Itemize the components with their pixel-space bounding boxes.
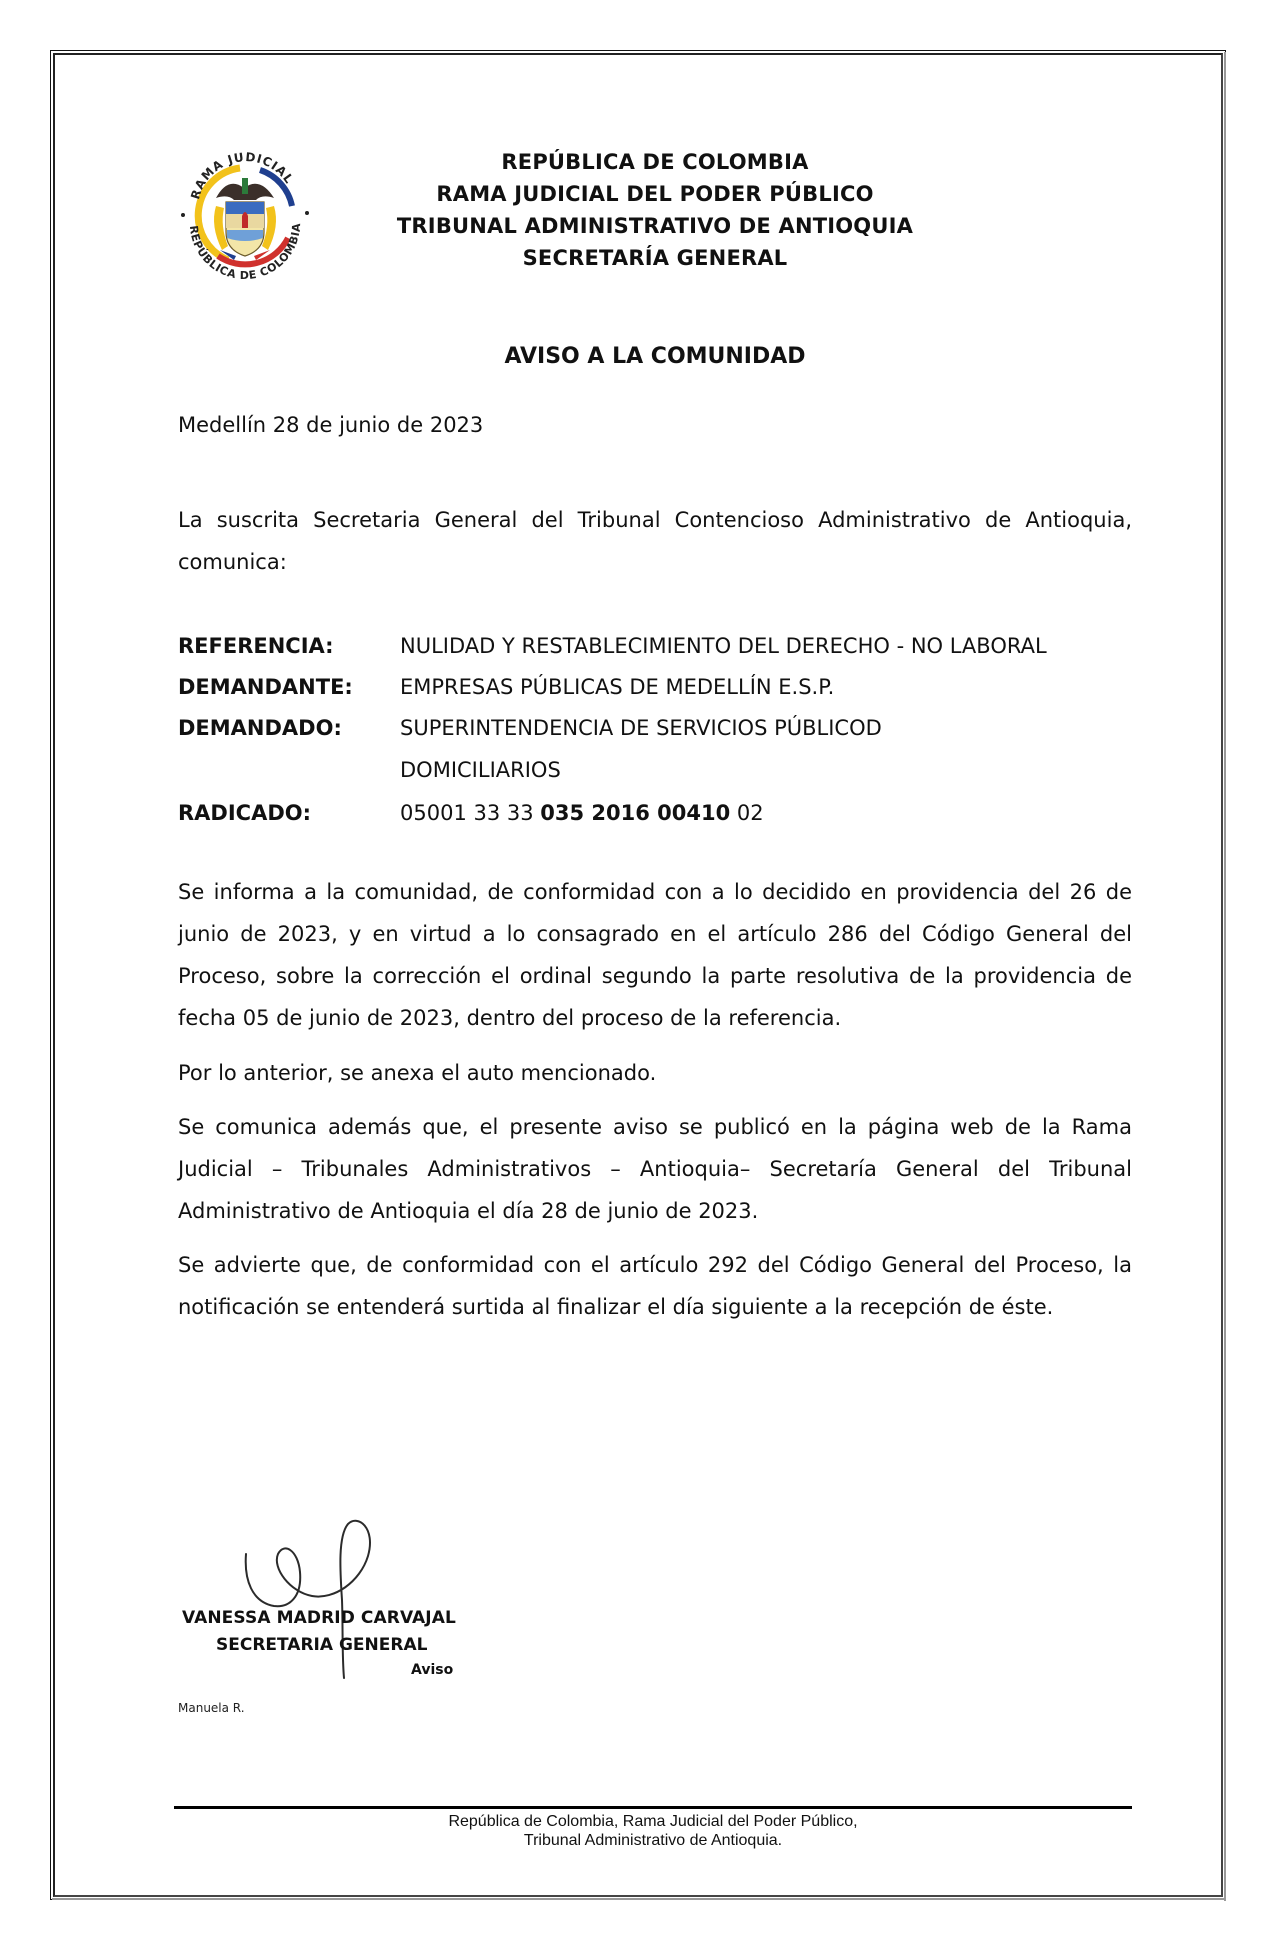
reference-label: REFERENCIA: [178,634,334,658]
header-line-country: REPÚBLICA DE COLOMBIA [501,150,809,174]
reference-value: EMPRESAS PÚBLICAS DE MEDELLÍN E.S.P. [400,675,835,699]
body-paragraph-2: Por lo anterior, se anexa el auto mencionado. [178,1061,657,1085]
svg-text:REPÚBLICA DE COLOMBIA: REPÚBLICA DE COLOMBIA [186,222,304,283]
intro-paragraph: La suscrita Secretaria General del Tribunal Contencioso Administrativo de Antioquia, comunica: [178,508,1132,574]
handwritten-signature-icon [230,1510,400,1690]
page-border-shadow-right [1224,52,1226,1901]
reference-value: SUPERINTENDENCIA DE SERVICIOS PÚBLICOD [400,716,882,740]
footer-divider [174,1806,1132,1809]
reference-row-referencia [178,625,1138,667]
footer-line-1: República de Colombia, Rama Judicial del Poder Público, [448,1813,858,1830]
page-border-shadow-bottom [52,1898,1226,1900]
svg-text:RAMA JUDICIAL: RAMA JUDICIAL [188,149,297,201]
signatory-name: VANESSA MADRID CARVAJAL [182,1608,456,1628]
footer-line-2: Tribunal Administrativo de Antioquia. [523,1832,783,1849]
reference-label: DEMANDANTE: [178,675,353,699]
signatory-role: SECRETARIA GENERAL [216,1635,428,1655]
radicado-bold-segment: 035 2016 00410 [540,801,731,825]
reference-value: NULIDAD Y RESTABLECIMIENTO DEL DERECHO - NO LABORAL [400,634,1047,658]
reference-row-demandante [178,666,1138,708]
header-line-branch: RAMA JUDICIAL DEL PODER PÚBLICO [436,182,874,206]
page-footer [174,1812,1132,1850]
radicado-number [400,792,764,834]
body-paragraph-3: Se comunica además que, el presente aviso se publicó en la página web de la Rama Judicial – Tribunales Administrativos – Antioquia– Secretaría General del Tribunal Administrativo de Antioquia el día 28 de junio de 2023. [178,1115,1132,1223]
body-paragraph-1: Se informa a la comunidad, de conformidad con a lo decidido en providencia del 26 de junio de 2023, y en virtud a lo consagrado en el artículo 286 del Código General del Proceso, sobre la corrección el ordinal segundo la parte resolutiva de la providencia de fecha 05 de junio de 2023, dentro del proceso de la referencia. [178,880,1132,1030]
signature-note: Aviso [411,1662,454,1678]
reference-value-continuation: DOMICILIARIOS [400,758,561,782]
header-line-tribunal: TRIBUNAL ADMINISTRATIVO DE ANTIOQUIA [396,214,914,238]
reference-row-demandado-cont [178,749,1138,791]
rama-judicial-seal-icon [176,146,314,288]
reference-label: DEMANDADO: [178,716,342,740]
radicado-suffix: 02 [730,801,764,825]
header-line-office: SECRETARÍA GENERAL [522,246,788,270]
drafter-initials: Manuela R. [178,1701,245,1715]
reference-row-radicado [178,792,1138,834]
institution-header [300,146,1010,274]
radicado-prefix: 05001 33 33 [400,801,541,825]
reference-row-demandado [178,707,1138,749]
reference-label: RADICADO: [178,801,312,825]
date-line: Medellín 28 de junio de 2023 [178,413,484,437]
body-paragraph-4: Se advierte que, de conformidad con el artículo 292 del Código General del Proceso, la notificación se entenderá surtida al finalizar el día siguiente a la recepción de éste. [178,1253,1132,1319]
document-title: AVISO A LA COMUNIDAD [504,344,806,369]
